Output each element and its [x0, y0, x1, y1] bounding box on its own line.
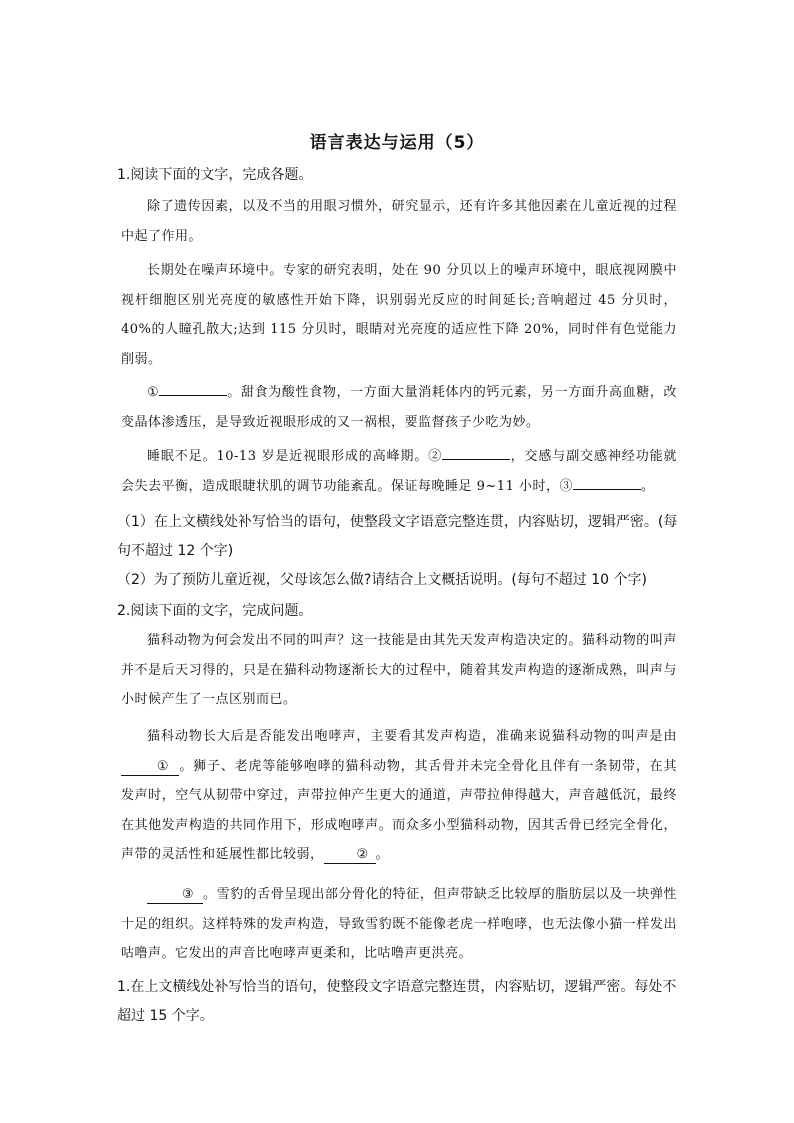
answer-blank-q2-3[interactable]: ③ — [147, 887, 203, 904]
q1-paragraph-4-text-c: 。 — [640, 478, 655, 494]
answer-blank-q2-1[interactable]: ① — [121, 759, 179, 776]
question-2-heading: 2.阅读下面的文字，完成问题。 — [117, 603, 313, 619]
q1-paragraph-3 — [121, 378, 677, 437]
q2-paragraph-2-text-b: 。狮子、老虎等能够咆哮的猫科动物，其舌骨并未完全骨化且伴有一条韧带，在其发声时，空气从韧带中穿过，声带拉伸产生更大的通道，声带拉伸得越大，声音越低沉，最终在其他发声构造的共同作用下，形成咆哮声。而众多小型猫科动物，因其舌骨已经完全骨化，声带的灵活性和延展性都比较弱， — [121, 758, 677, 862]
q2-paragraph-2 — [121, 722, 677, 870]
q2-paragraph-1: 猫科动物为何会发出不同的叫声？这一技能是由其先天发声构造决定的。猫科动物的叫声并不是后天习得的，只是在猫科动物逐渐长大的过程中，随着其发声构造的逐渐成熟，叫声与小时候产生了一点区别而已。 — [121, 633, 677, 707]
question-1-heading: 1.阅读下面的文字，完成各题。 — [117, 167, 313, 183]
q2-paragraph-2-text-a: 猫科动物长大后是否能发出咆哮声，主要看其发声构造，准确来说猫科动物的叫声是由 — [147, 729, 677, 744]
q1-paragraph-4-text-b: ，交感与副交感神经功能就会失去平衡，造成眼睫状肌的调节功能紊乱。保证每晚睡足 9~11 小时，③ — [121, 449, 677, 494]
page-title: 语言表达与运用（5） — [309, 133, 485, 153]
answer-blank-q2-2[interactable]: ② — [324, 847, 376, 864]
answer-blank-1[interactable] — [159, 379, 227, 396]
q1-paragraph-4 — [121, 442, 677, 501]
blank-marker-1: ① — [147, 385, 160, 400]
q2-subquestion-1: 1.在上文横线处补写恰当的语句，使整段文字语意完整连贯，内容贴切，逻辑严密。每处不超过 15 个字。 — [117, 979, 677, 1024]
q1-paragraph-1: 除了遗传因素，以及不当的用眼习惯外，研究显示，还有许多其他因素在儿童近视的过程中起了作用。 — [121, 199, 677, 244]
q1-paragraph-4-text-a: 睡眠不足。10-13 岁是近视眼形成的高峰期。② — [147, 449, 443, 464]
q2-paragraph-3-text: 。雪豹的舌骨呈现出部分骨化的特征，但声带缺乏比较厚的脂肪层以及一块弹性十足的组织。这样特殊的发声构造，导致雪豹既不能像老虎一样咆哮，也无法像小猫一样发出咕噜声。它发出的声音比咆哮声更柔和，比咕噜声更洪亮。 — [121, 887, 677, 961]
q1-paragraph-3-text: 。甜食为酸性食物，一方面大量消耗体内的钙元素，另一方面升高血糖，改变晶体渗透压，是导致近视眼形成的又一祸根，要监督孩子少吃为妙。 — [121, 385, 677, 430]
q1-subquestion-1: （1）在上文横线处补写恰当的语句，使整段文字语意完整连贯，内容贴切，逻辑严密。(每句不超过 12 个字) — [117, 514, 678, 559]
answer-blank-3[interactable] — [573, 473, 641, 490]
q2-paragraph-3 — [121, 880, 677, 969]
q2-paragraph-2-text-c: 。 — [375, 847, 390, 862]
q1-paragraph-2: 长期处在噪声环境中。专家的研究表明，处在 90 分贝以上的噪声环境中，眼底视网膜中视杆细胞区别光亮度的敏感性开始下降，识别弱光反应的时间延长;音响超过 45 分贝时，40%的人瞳孔散大;达到 115 分贝时，眼睛对光亮度的适应性下降 20%，同时伴有色觉能力削弱。 — [121, 263, 677, 367]
q1-subquestion-2: （2）为了预防儿童近视，父母该怎么做?请结合上文概括说明。(每句不超过 10 个字) — [117, 572, 647, 588]
answer-blank-2[interactable] — [442, 443, 510, 460]
